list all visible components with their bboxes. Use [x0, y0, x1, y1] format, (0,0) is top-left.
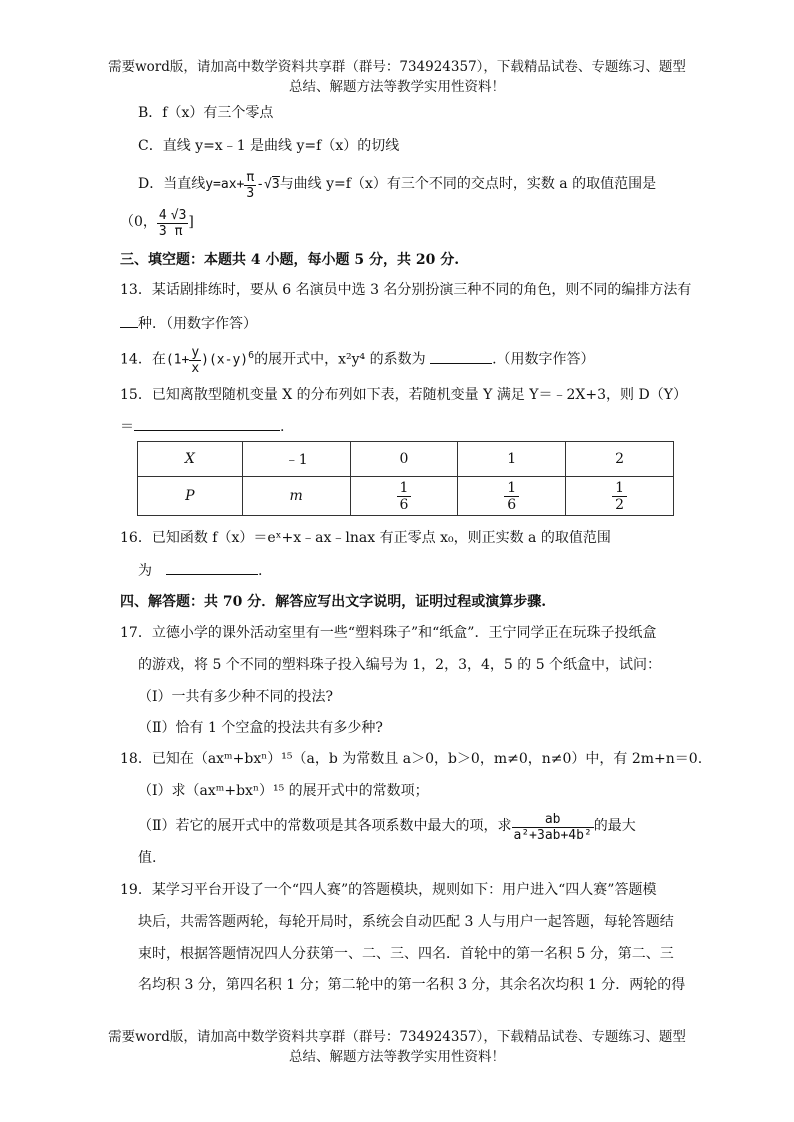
q15-period: . [280, 419, 285, 435]
range-close: ] [188, 214, 194, 230]
q18-frac-den: a²+3ab+4b² [513, 828, 592, 843]
frac-den: 6 [507, 496, 517, 513]
sqrt-sign: √ [264, 177, 272, 192]
table-cell [350, 477, 458, 516]
frac-den: 2 [615, 496, 625, 513]
q12-option-d-suffix: 与曲线 y=f（x）有三个不同的交点时，实数 a 的取值范围是 [279, 176, 657, 192]
table-cell [566, 477, 674, 516]
q18-fraction [512, 812, 594, 843]
frac-num: 1 [612, 480, 627, 497]
q17-line1: 17．立德小学的课外活动室里有一些“塑料珠子”和“纸盒”．王宁同学正在玩珠子投纸盒 [120, 625, 657, 641]
range-open: （0， [120, 214, 157, 230]
q12-option-d-range [120, 208, 194, 239]
q19-line1: 19．某学习平台开设了一个“四人赛”的答题模块，规则如下：用户进入“四人赛”答题模 [120, 882, 657, 898]
q17-part1: （Ⅰ）一共有多少种不同的投法? [138, 689, 334, 705]
q14 [120, 344, 595, 376]
q13-line2 [120, 313, 257, 334]
q14-suffix: .（用数字作答） [492, 351, 595, 368]
q18-line1: 18．已知在（axᵐ+bxⁿ）¹⁵（a，b 为常数且 a＞0，b＞0，m≠0，n≠0）中，有 2m+n＝0. [120, 751, 703, 767]
q12-option-c: C．直线 y=x﹣1 是曲线 y=f（x）的切线 [138, 138, 400, 154]
q14-middle: 的展开式中，x²y⁴ 的系数为 [254, 351, 426, 368]
q16-period: . [258, 563, 263, 579]
fraction [504, 480, 519, 513]
q12-option-b: B．f（x）有三个零点 [138, 105, 274, 121]
q18-part2-end: 值. [138, 850, 157, 866]
q12-option-d-pi-over-3 [244, 170, 256, 201]
table-row [138, 477, 674, 516]
distribution-table [137, 441, 674, 516]
range-three: 3 [158, 224, 167, 239]
q19-line3: 束时，根据答题情况四人分获第一、二、三、四名．首轮中的第一名积 5 分，第二、三 [138, 946, 674, 962]
fraction [612, 480, 627, 513]
section3-title: 三、填空题：本题共 4 小题，每小题 5 分，共 20 分. [120, 252, 460, 268]
p-label: P [185, 488, 195, 504]
table-cell: 1 [458, 442, 566, 477]
footer-notice-line1: 需要word版，请加高中数学资料共享群（群号：734924357），下载精品试卷、专题练习、题型 [108, 1029, 686, 1045]
q14-prefix: 14．在 [120, 351, 166, 368]
q12-option-d-sqrt3: 3 [271, 177, 280, 192]
frac-den: 6 [399, 496, 409, 513]
q18-part2 [138, 812, 636, 843]
m-label: m [289, 488, 303, 504]
table-cell: 2 [566, 442, 674, 477]
fraction [397, 480, 412, 513]
q14-frac-num: y [191, 344, 200, 360]
range-sqrt3-over-pi [169, 208, 189, 239]
q18-part1: （Ⅰ）求（axᵐ+bxⁿ）¹⁵ 的展开式中的常数项； [138, 783, 429, 799]
q17-line2: 的游戏，将 5 个不同的塑料珠子投入编号为 1，2，3，4，5 的 5 个纸盒中，试问： [138, 657, 662, 673]
q13-answer-blank[interactable] [120, 313, 138, 328]
q14-expr-close: )(x-y) [201, 352, 249, 368]
range-pi: π [174, 224, 183, 239]
q12-option-d-prefix: D．当直线 [138, 176, 206, 192]
three-denominator: 3 [246, 186, 255, 201]
q14-exponent: 6 [248, 350, 255, 361]
range-sqrt3: √3 [170, 208, 187, 223]
q12-option-d-expr: y=ax+ [205, 177, 245, 192]
footer-notice-line2: 总结、解题方法等教学实用性资料！ [289, 1049, 505, 1065]
table-cell: ﹣1 [242, 442, 350, 477]
q13-line2-text: 种．（用数字作答） [138, 316, 257, 332]
q19-line2: 块后，共需答题两轮，每轮开局时，系统会自动匹配 3 人与用户一起答题，每轮答题结 [138, 914, 674, 930]
q15-eq: ＝ [120, 419, 134, 435]
q13-line1: 13．某话剧排练时，要从 6 名演员中选 3 名分别扮演三种不同的角色，则不同的编排方法有 [120, 282, 692, 298]
range-four-thirds [157, 208, 169, 239]
q18-frac-num: ab [512, 812, 594, 828]
x-label: X [184, 451, 195, 467]
table-cell: 0 [350, 442, 458, 477]
table-cell-p [138, 477, 243, 516]
q17-part2: （Ⅱ）恰有 1 个空盒的投法共有多少种? [138, 720, 383, 736]
range-four: 4 [158, 208, 167, 223]
q14-answer-blank[interactable] [430, 349, 492, 364]
pi-numerator: π [246, 170, 255, 185]
table-row [138, 442, 674, 477]
q12-option-d-minus: - [256, 177, 265, 192]
table-cell [458, 477, 566, 516]
q18-part2-prefix: （Ⅱ）若它的展开式中的常数项是其各项系数中最大的项，求 [138, 818, 512, 834]
table-cell-x [138, 442, 243, 477]
q14-frac-den: x [191, 360, 200, 376]
header-notice-line2: 总结、解题方法等教学实用性资料！ [289, 79, 505, 95]
q16-line2 [138, 560, 262, 581]
q16-prefix: 为 [138, 563, 152, 579]
header-notice-line1: 需要word版，请加高中数学资料共享群（群号：734924357），下载精品试卷、专题练习、题型 [108, 59, 686, 75]
q15-answer-blank[interactable] [134, 416, 280, 431]
q14-expr-open: (1+ [165, 352, 190, 368]
section4-title: 四、解答题：共 70 分．解答应写出文字说明，证明过程或演算步骤. [120, 594, 547, 610]
q19-line4: 名均积 3 分，第四名积 1 分；第二轮中的第一名积 3 分，其余名次均积 1 分．两轮的得 [138, 977, 686, 993]
q16-answer-blank[interactable] [166, 560, 258, 575]
q15-line1: 15．已知离散型随机变量 X 的分布列如下表，若随机变量 Y 满足 Y＝﹣2X+3，则 D（Y） [120, 387, 687, 403]
frac-num: 1 [397, 480, 412, 497]
frac-num: 1 [504, 480, 519, 497]
q18-part2-suffix: 的最大 [593, 818, 636, 834]
q14-y-over-x [189, 345, 201, 376]
q16-line1: 16．已知函数 f（x）＝eˣ+x﹣ax﹣lnax 有正零点 x₀，则正实数 a 的取值范围 [120, 530, 611, 546]
q15-line2 [120, 416, 284, 437]
q12-option-d [138, 170, 656, 201]
table-cell-m [242, 477, 350, 516]
